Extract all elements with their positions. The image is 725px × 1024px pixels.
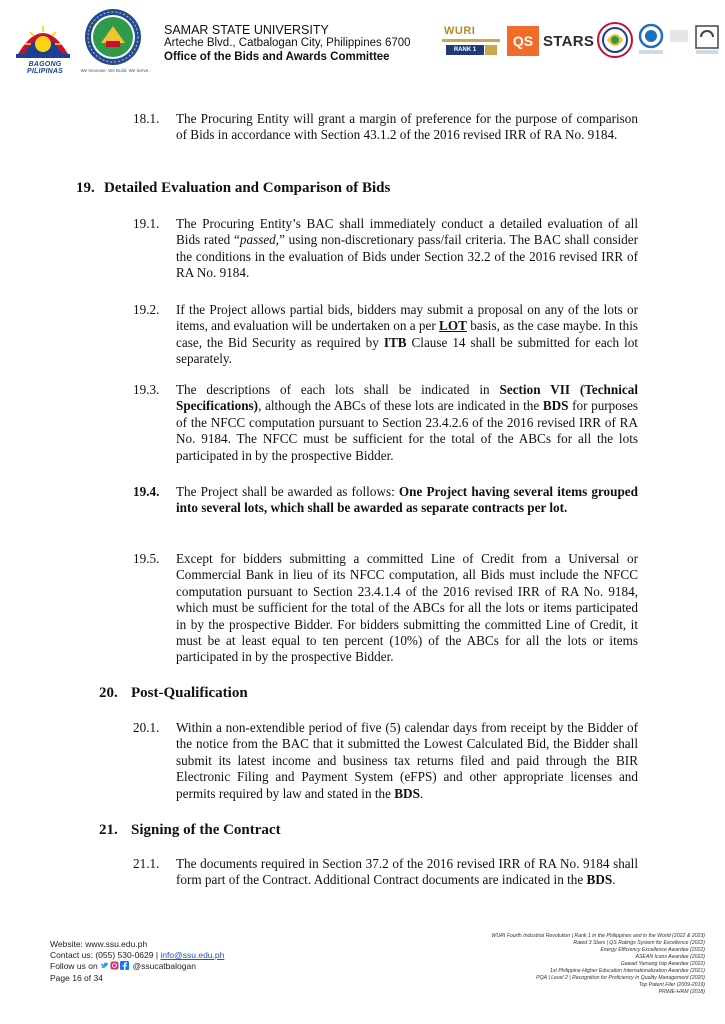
contact-email-link[interactable]: info@ssu.edu.ph <box>160 950 225 961</box>
award-line: ASEAN Icons Awardee (2022) <box>635 954 705 960</box>
bold-run: One Project having several items grouped into several lots, which shall be awarded as separate contracts per lot. <box>176 484 638 516</box>
wuri-rank-label: RANK 1 <box>446 45 484 55</box>
italic-run: passed <box>239 232 276 248</box>
social-handle: @ssucatbalogan <box>132 961 196 972</box>
item-19-2-text <box>176 302 638 368</box>
footer-website[interactable]: Website: www.ssu.edu.ph <box>50 939 148 949</box>
item-21-1-text <box>176 856 638 889</box>
wuri-divider <box>442 39 500 42</box>
section-20-title: Post-Qualification <box>131 685 248 701</box>
facebook-icon[interactable] <box>120 961 129 970</box>
award-line: PRIME-HRM (2018) <box>658 989 705 995</box>
award-line: Top Patent Filer (2009-2019) <box>638 982 705 988</box>
contact-phone: Contact us: (055) 530-0629 | <box>50 950 161 961</box>
item-number: 20.1. <box>133 720 160 735</box>
bold-run: Section VII (Technical Specifications) <box>176 382 639 414</box>
university-address: Arteche Blvd., Catbalogan City, Philippines 6700 <box>164 37 411 49</box>
footer-awards-list <box>405 933 705 996</box>
bagong-pilipinas-logo <box>10 14 76 62</box>
text-run: for purposes of the NFCC computation pursuant to Section 23.4.2.6 of the 2016 revised IRR of RA No. 9184. The NFCC must be sufficient for the total of the ABCs for all the lots participated in by the prospective Bidder. <box>176 398 638 463</box>
letterhead <box>164 23 411 64</box>
wuri-rank-badge <box>440 24 502 68</box>
award-seal-logo <box>597 22 633 58</box>
bagong-pilipinas-text: BAGONG PILIPINAS <box>26 61 64 75</box>
text-run: The descriptions of each lots shall be indicated in <box>176 382 500 397</box>
section-20-number: 20. <box>99 685 118 701</box>
award-line: Rated 3 Stars | QS Ratings System for Excellence (2022) <box>573 940 705 946</box>
award-line: WURI Fourth Industrial Revolution | Rank 1 in the Philippines and in the World (2022 & 2023) <box>491 933 705 939</box>
award-line: Energy Efficiency Excellence Awardee (2022) <box>600 947 705 953</box>
qs-stars-label: STARS <box>543 32 595 50</box>
item-19-4-text <box>176 484 638 517</box>
text-run: The documents required in Section 37.2 of the 2016 revised IRR of RA No. 9184 shall form part of the Contract. Additional Contract documents are indicated in the <box>176 856 638 888</box>
qs-stars-logo <box>507 26 594 56</box>
bold-run: BDS <box>586 872 613 888</box>
item-19-1-text <box>176 216 638 282</box>
section-19-number: 19. <box>76 180 95 196</box>
wuri-label: WURI <box>444 25 476 37</box>
bold-underline-run: LOT <box>439 318 467 334</box>
item-number: 19.4. <box>133 484 160 499</box>
ssu-seal-logo <box>84 8 142 66</box>
item-number: 19.2. <box>133 302 160 317</box>
item-number: 19.1. <box>133 216 160 231</box>
item-19-5-text: Except for bidders submitting a committed Line of Credit from a Universal or Commercial Bank in lieu of its NFCC computation, all Bids must include the NFCC computation pursuant to Section 23.4.1.4 of the 2016 revised IRR of RA No. 9184, which must be sufficient for the total of the ABCs for all the lots or items participated in by the prospective Bidder. For bidders submitting the committed Line of Credit, it must be at least equal to ten percent (10%) of the ABCs for all the lots or items participated in by the prospective Bidder. <box>176 551 638 665</box>
footer-contact-line <box>50 950 224 961</box>
text-run: . <box>612 872 616 888</box>
award-line: 1st Philippine Higher Education Internationalization Awardee (2021) <box>549 968 705 974</box>
footer-contact <box>50 939 224 984</box>
qs-box: QS <box>507 26 539 56</box>
item-number: 19.5. <box>133 551 160 566</box>
university-name: SAMAR STATE UNIVERSITY <box>164 23 329 37</box>
section-21-title: Signing of the Contract <box>131 822 281 838</box>
item-number: 19.3. <box>133 382 160 397</box>
award-line: PQA | Level 2 | Recognition for Proficiency in Quality Management (2020) <box>536 975 705 981</box>
footer-follow-line <box>50 961 224 972</box>
follow-label: Follow us on <box>50 961 98 972</box>
item-18-1-text: The Procuring Entity will grant a margin of preference for the purpose of comparison of Bids in accordance with Section 43.1.2 of the 2016 revised IRR of RA No. 9184. <box>176 111 638 143</box>
text-run: Within a non-extendible period of five (5) calendar days from receipt by the Bidder of the notice from the BAC that it submitted the Lowest Calculated Bid, the Bidder shall submit its latest income and business tax returns filed and paid through the BIR Electronic Filing and Payment System (eFPS) and other appropriate licenses and permits required by law and stated in the <box>176 720 638 801</box>
text-run: The Project shall be awarded as follows: <box>176 484 399 499</box>
bold-run: BDS <box>394 785 420 801</box>
twitter-icon[interactable] <box>100 961 109 970</box>
ssu-tagline: We Innovate. We Build. We Serve. <box>80 68 150 73</box>
section-21-number: 21. <box>99 822 118 838</box>
office-name: Office of the Bids and Awards Committee <box>164 51 390 63</box>
text-run: If the Project allows partial bids, bidders may submit a proposal on any of the lots or items, and evaluation will be undertaken on a per <box>176 302 638 334</box>
iso-certification-logos <box>638 22 720 58</box>
instagram-icon[interactable] <box>110 961 119 970</box>
section-19-title: Detailed Evaluation and Comparison of Bids <box>104 180 391 196</box>
item-number: 18.1. <box>133 111 160 126</box>
item-19-3-text <box>176 382 638 464</box>
text-run: Clause 14 shall be submitted for each lot separately. <box>176 334 638 367</box>
award-line: Gawad Yamang Isip Awardee (2022) <box>620 961 705 967</box>
bold-run: BDS <box>542 398 569 414</box>
text-run: . <box>419 785 424 801</box>
page-number: Page 16 of 34 <box>50 972 103 983</box>
wuri-rank-accent <box>485 45 497 55</box>
item-20-1-text <box>176 720 638 802</box>
item-number: 21.1. <box>133 856 160 871</box>
text-run: , although the ABCs of these lots are indicated in the <box>258 398 543 414</box>
text-run: ,” using non-discretionary pass/fail criteria. The BAC shall consider the conditions in the evaluation of Bids under Section 32.2 of the 2016 revised IRR of RA No. 9184. <box>176 232 638 281</box>
text-run: basis, as the case maybe. In this case, the Bid Security as required by <box>176 318 638 350</box>
bold-run: ITB <box>383 334 407 350</box>
text-run: The Procuring Entity’s BAC shall immediately conduct a detailed evaluation of all Bids rated “ <box>176 216 638 248</box>
